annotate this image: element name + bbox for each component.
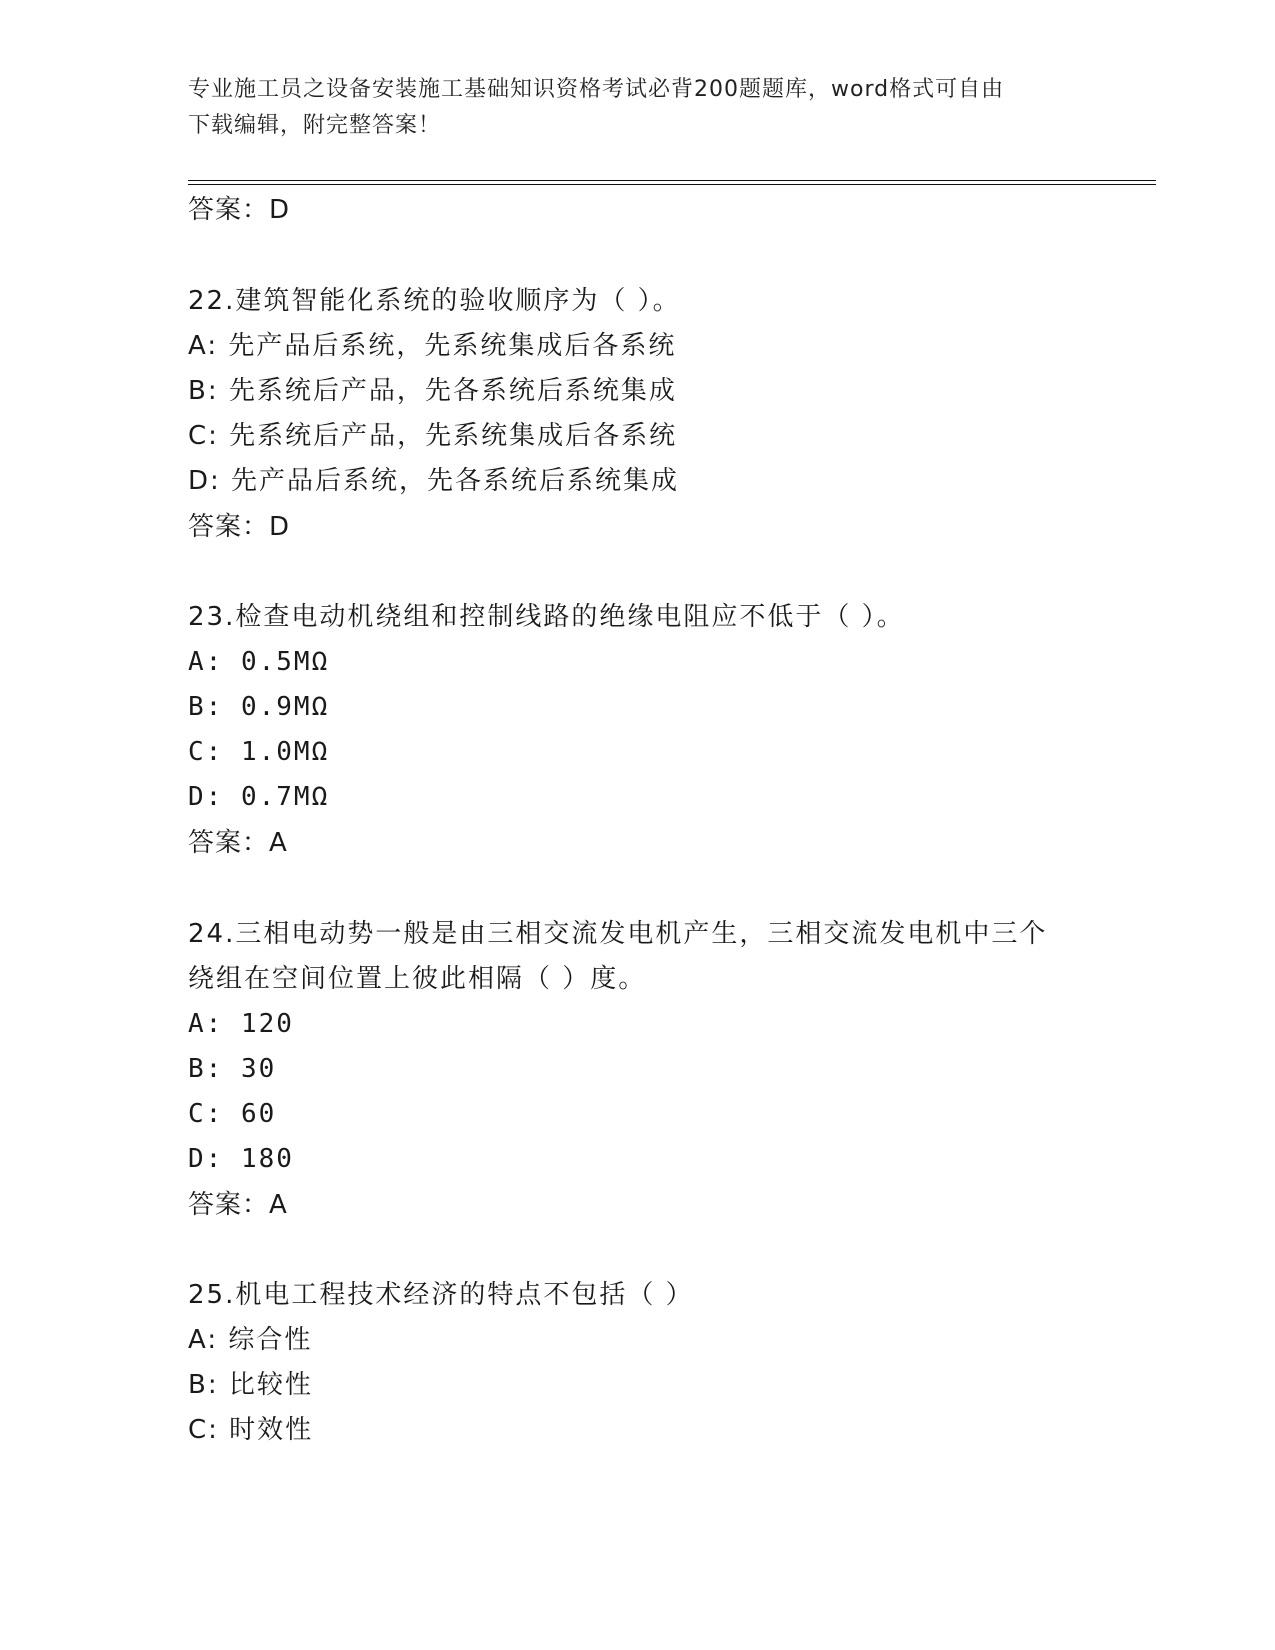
answer-line: 答案：D [188, 512, 291, 542]
answer-line: 答案：A [188, 1190, 288, 1220]
option-c: C: 先系统后产品，先系统集成后各系统 [188, 421, 678, 451]
option-c: C: 1.0MΩ [188, 737, 330, 767]
option-d: D: 180 [188, 1144, 294, 1174]
option-c: C: 60 [188, 1099, 277, 1129]
document-header [188, 72, 1088, 144]
option-a: A: 120 [188, 1009, 294, 1039]
answer-line: 答案：D [188, 195, 291, 225]
question-stem: 25.机电工程技术经济的特点不包括（ ） [188, 1280, 694, 1310]
option-a: A: 综合性 [188, 1325, 313, 1355]
option-b: B: 30 [188, 1054, 277, 1084]
question-stem: 23.检查电动机绕组和控制线路的绝缘电阻应不低于（ ）。 [188, 602, 905, 632]
option-c: C: 时效性 [188, 1415, 314, 1445]
option-b: B: 0.9MΩ [188, 692, 330, 722]
header-divider-bottom [188, 184, 1156, 185]
option-a: A: 0.5MΩ [188, 647, 330, 677]
option-d: D: 0.7MΩ [188, 782, 330, 812]
header-divider-top [188, 180, 1156, 181]
option-d: D: 先产品后系统，先各系统后系统集成 [188, 466, 680, 496]
question-stem: 22.建筑智能化系统的验收顺序为（ ）。 [188, 286, 681, 316]
question-stem-line-1: 24.三相电动势一般是由三相交流发电机产生，三相交流发电机中三个 [188, 919, 1048, 949]
answer-line: 答案：A [188, 828, 288, 858]
header-line-1: 专业施工员之设备安装施工基础知识资格考试必背200题题库，word格式可自由 [188, 77, 1005, 102]
option-b: B: 比较性 [188, 1370, 313, 1400]
option-b: B: 先系统后产品，先各系统后系统集成 [188, 376, 677, 406]
header-line-2: 下载编辑，附完整答案！ [188, 113, 442, 138]
option-a: A: 先产品后系统，先系统集成后各系统 [188, 331, 677, 361]
question-stem-line-2: 绕组在空间位置上彼此相隔（ ）度。 [188, 964, 647, 994]
